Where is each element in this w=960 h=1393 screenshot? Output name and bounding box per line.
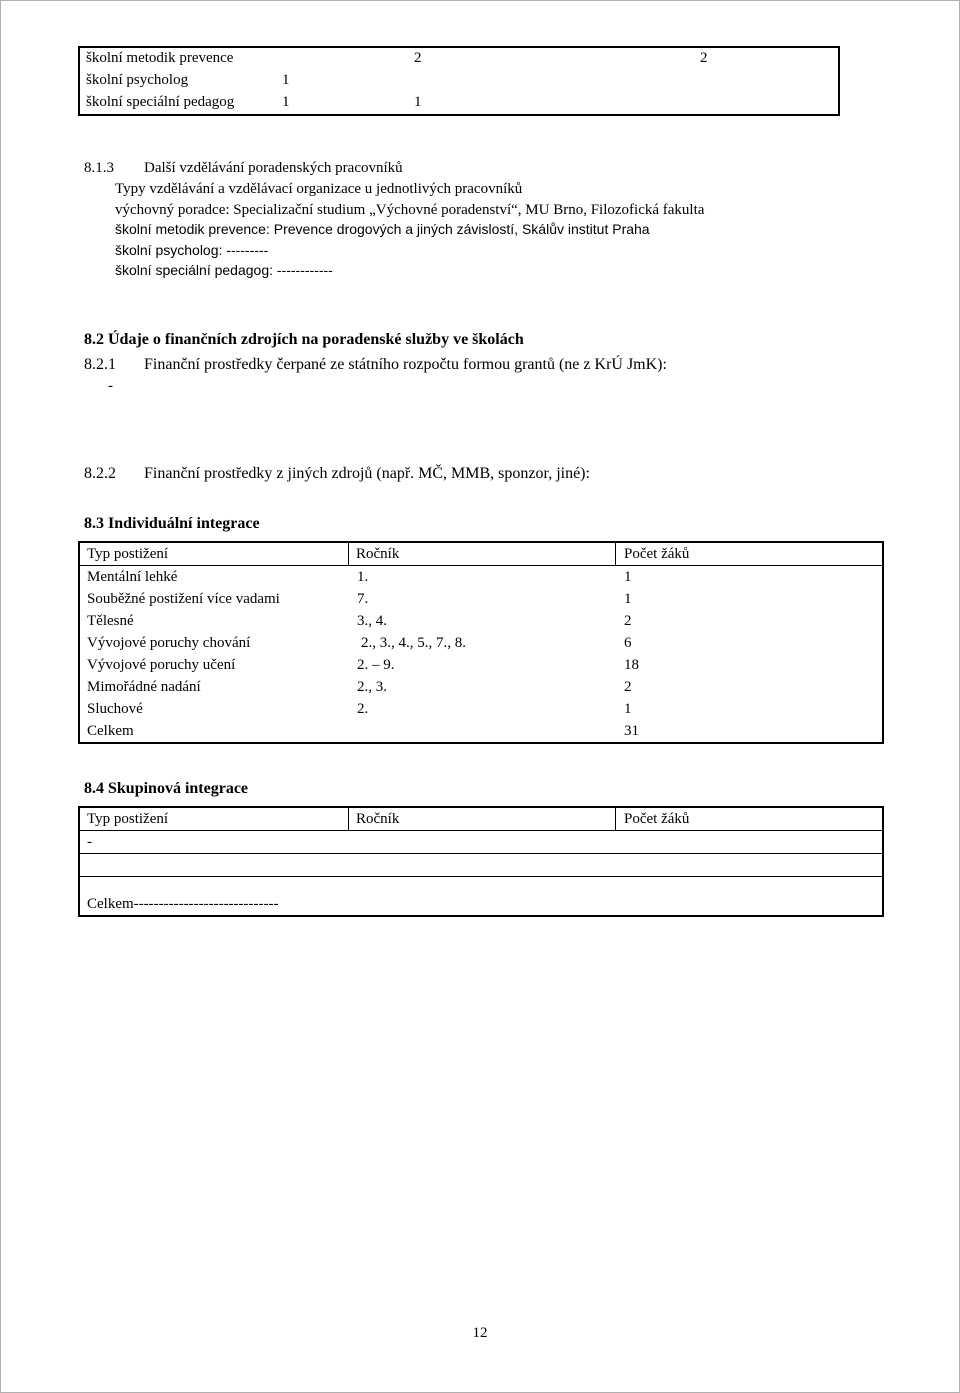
type-cell: Vývojové poruchy chování — [87, 635, 251, 651]
grade-cell: 1. — [357, 569, 369, 585]
section-number: 8.2.2 — [84, 465, 116, 482]
section-heading: Další vzdělávání poradenských pracovníků — [144, 160, 403, 176]
header-cell: Ročník — [356, 811, 400, 827]
training-line: školní speciální pedagog: ------------ — [115, 262, 333, 278]
column-divider — [615, 808, 616, 830]
table-row — [80, 676, 882, 698]
count-cell: 1 — [624, 701, 632, 717]
section-number: 8.2.1 — [84, 356, 116, 373]
table-header-row — [80, 808, 882, 831]
column-divider — [615, 543, 616, 565]
type-cell: Tělesné — [87, 613, 134, 629]
count-cell: 1 — [624, 591, 632, 607]
table-header-row — [80, 543, 882, 566]
grade-cell: 2., 3., 4., 5., 7., 8. — [361, 635, 466, 651]
type-cell: Mimořádné nadání — [87, 679, 201, 695]
table-row — [80, 610, 882, 632]
grade-cell: 2. — [357, 701, 369, 717]
value-cell: 1 — [282, 72, 290, 88]
header-cell: Typ postižení — [87, 811, 169, 827]
header-cell: Typ postižení — [87, 546, 169, 562]
table-row — [80, 588, 882, 610]
header-cell: Ročník — [356, 546, 400, 562]
role-cell: školní metodik prevence — [86, 50, 234, 66]
header-cell: Počet žáků — [624, 546, 690, 562]
type-cell: Sluchové — [87, 701, 143, 717]
column-divider — [348, 808, 349, 830]
table-row — [80, 698, 882, 720]
section-heading: 8.2 Údaje o finančních zdrojích na poradenské služby ve školách — [84, 331, 524, 348]
section-text: Finanční prostředky čerpané ze státního rozpočtu formou grantů (ne z KrÚ JmK): — [144, 356, 667, 373]
section-heading: 8.4 Skupinová integrace — [84, 780, 249, 797]
total-cell: Celkem----------------------------- — [87, 896, 279, 912]
training-line: školní psycholog: --------- — [115, 242, 269, 258]
count-cell: 6 — [624, 635, 632, 651]
table-total-row — [80, 877, 882, 915]
section-text: Finanční prostředky z jiných zdrojů (např. MČ, MMB, sponzor, jiné): — [144, 465, 590, 482]
type-cell: Souběžné postižení více vadami — [87, 591, 280, 607]
table-row — [80, 632, 882, 654]
header-cell: Počet žáků — [624, 811, 690, 827]
type-cell: Mentální lehké — [87, 569, 178, 585]
grade-cell: 3., 4. — [357, 613, 387, 629]
type-cell: - — [87, 834, 92, 850]
count-cell: 2 — [624, 613, 632, 629]
column-divider — [348, 543, 349, 565]
value-cell: 2 — [700, 50, 708, 66]
type-cell: Vývojové poruchy učení — [87, 657, 236, 673]
grade-cell: 2. – 9. — [357, 657, 395, 673]
grade-cell: 7. — [357, 591, 369, 607]
staff-table — [78, 46, 840, 116]
value-cell: 1 — [282, 94, 290, 110]
table-row — [80, 566, 882, 588]
integration-table — [78, 541, 884, 744]
role-cell: školní speciální pedagog — [86, 94, 235, 110]
training-line: školní metodik prevence: Prevence drogových a jiných závislostí, Skálův institut Praha — [115, 221, 650, 237]
training-line: výchovný poradce: Specializační studium „Výchovné poradenství“, MU Brno, Filozofická fakulta — [115, 202, 705, 218]
table-row — [80, 854, 882, 877]
section-number: 8.1.3 — [84, 160, 114, 176]
type-cell: Celkem — [87, 723, 134, 739]
value-text: - — [108, 378, 113, 394]
page-number: 12 — [472, 1325, 488, 1341]
table-row — [80, 654, 882, 676]
group-integration-table — [78, 806, 884, 917]
section-heading: 8.3 Individuální integrace — [84, 515, 260, 532]
grade-cell: 2., 3. — [357, 679, 387, 695]
value-cell: 2 — [414, 50, 422, 66]
count-cell: 2 — [624, 679, 632, 695]
role-cell: školní psycholog — [86, 72, 189, 88]
count-cell: 18 — [624, 657, 639, 673]
table-row — [80, 831, 882, 854]
value-cell: 1 — [414, 94, 422, 110]
count-cell: 1 — [624, 569, 632, 585]
table-total-row — [80, 720, 882, 742]
count-cell: 31 — [624, 723, 639, 739]
section-subtitle: Typy vzdělávání a vzdělávací organizace u jednotlivých pracovníků — [115, 181, 523, 197]
